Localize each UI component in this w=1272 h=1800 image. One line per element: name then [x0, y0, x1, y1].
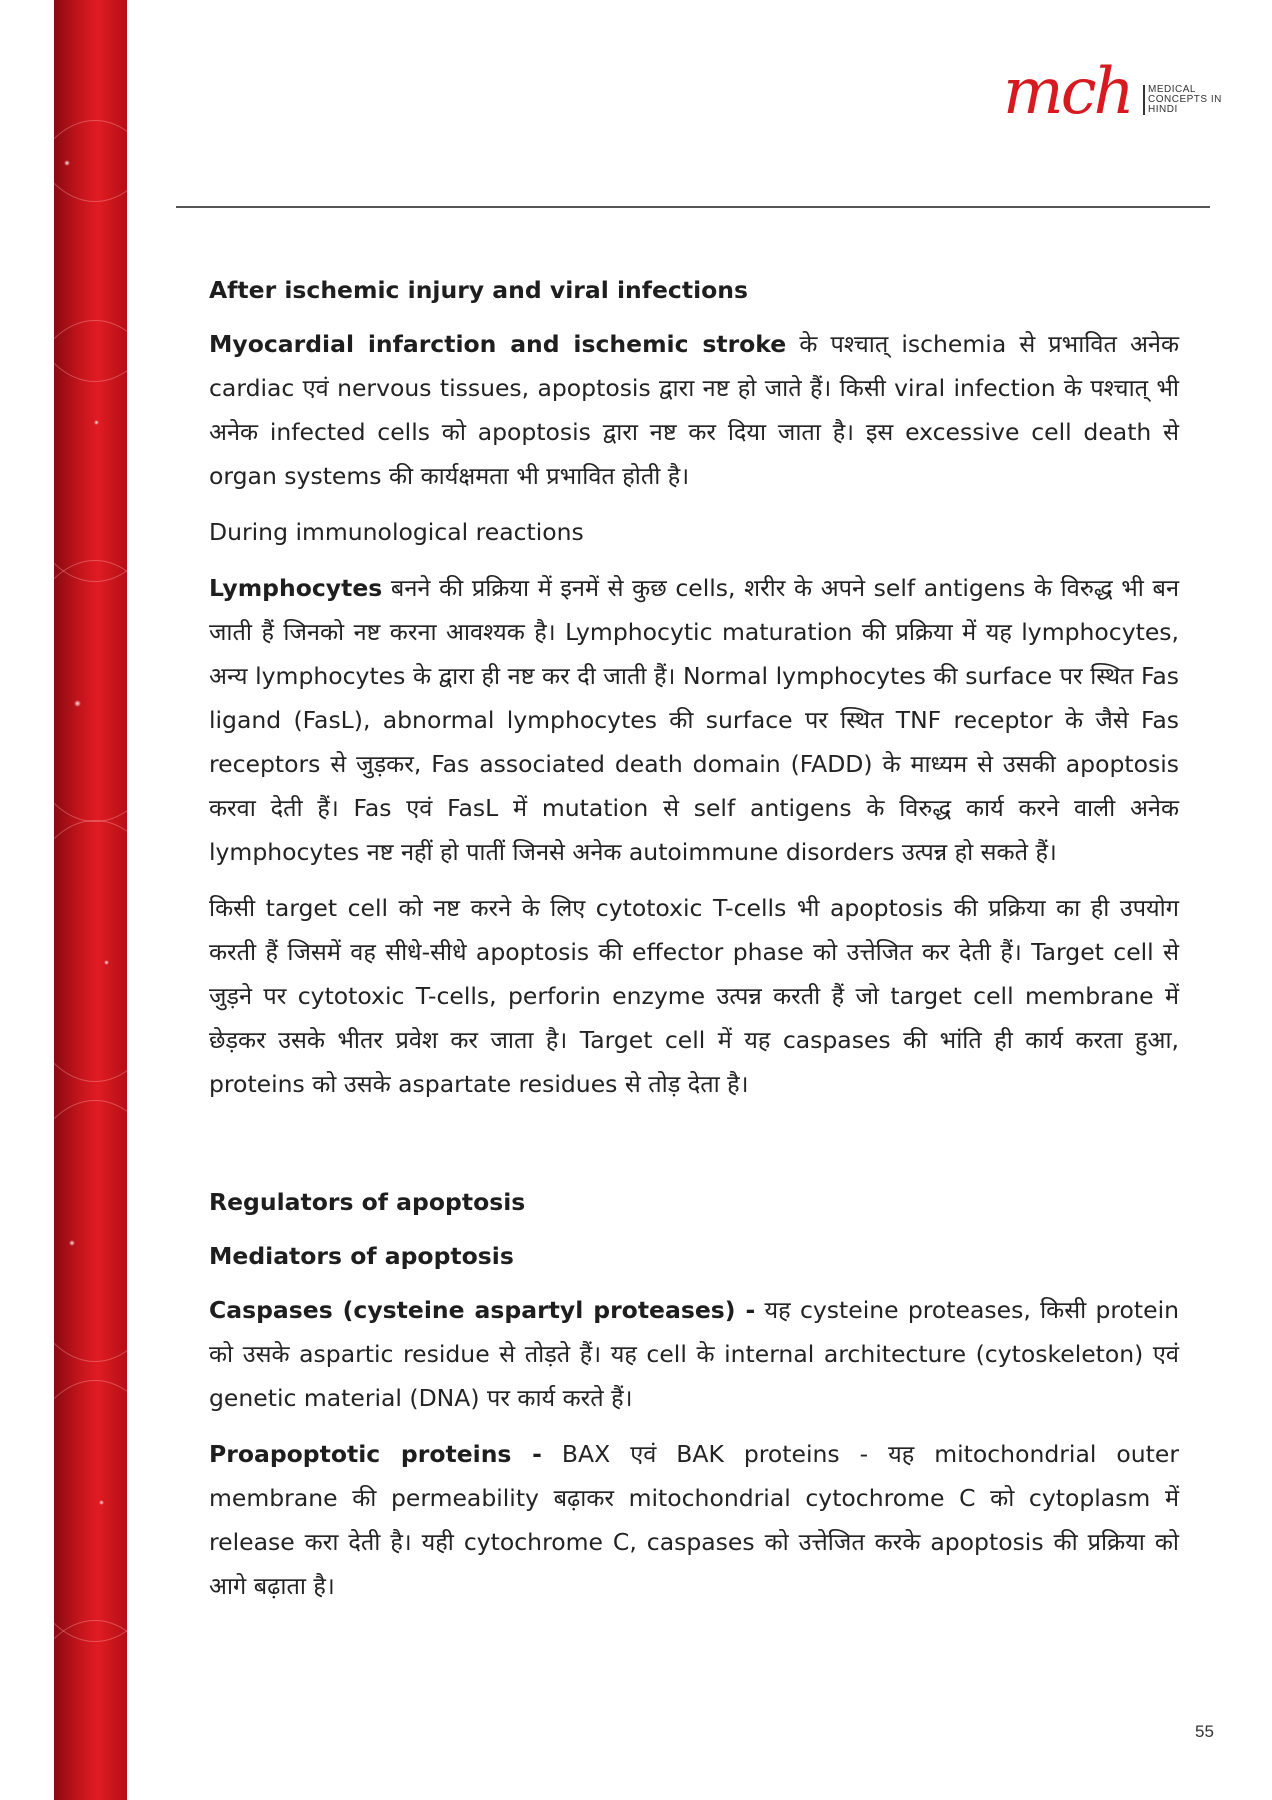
lead-caspases: Caspases (cysteine aspartyl proteases) -	[209, 1296, 756, 1324]
header-divider	[176, 206, 1210, 208]
body-ischemic: के पश्चात् ischemia से प्रभावित अनेक cardiac एवं nervous tissues, apoptosis द्वारा नष्ट हो जाते हैं। किसी viral infection के पश्चात् भी अनेक infected cells को apoptosis द्वारा नष्ट कर दिया जाता है। इस excessive cell death से organ systems की कार्यक्षमता भी प्रभावित होती है।	[209, 330, 1179, 490]
body-proapoptotic: BAX एवं BAK proteins - यह mitochondrial outer membrane की permeability बढ़ाकर mitochondrial cytochrome C को cytoplasm में release करा देती है। यही cytochrome C, caspases को उत्तेजित करके apoptosis की प्रक्रिया को आगे बढ़ाता है।	[209, 1440, 1179, 1600]
logo-mark: mch	[1003, 55, 1132, 129]
lead-proapoptotic: Proapoptotic proteins -	[209, 1440, 542, 1468]
logo-tagline-line3: HINDI	[1148, 104, 1178, 115]
page-content	[209, 268, 1179, 1620]
paragraph-ischemic	[209, 322, 1179, 498]
paragraph-tcells: किसी target cell को नष्ट करने के लिए cytotoxic T-cells भी apoptosis की प्रक्रिया का ही उपयोग करती हैं जिसमें वह सीधे-सीधे apoptosis की effector phase को उत्तेजित कर देती हैं। Target cell से जुड़ने पर cytotoxic T-cells, perforin enzyme उत्पन्न करती हैं जो target cell membrane में छेड़कर उसके भीतर प्रवेश कर जाता है। Target cell में यह caspases की भांति ही कार्य करता हुआ, proteins को उसके aspartate residues से तोड़ देता है।	[209, 894, 1179, 1098]
logo-tagline-line2: CONCEPTS IN	[1148, 94, 1222, 105]
paragraph-proapoptotic	[209, 1432, 1179, 1608]
brand-logo	[1003, 52, 1223, 132]
body-caspases: यह cysteine proteases, किसी protein को उसके aspartic residue से तोड़ते हैं। यह cell के internal architecture (cytoskeleton) एवं genetic material (DNA) पर कार्य करते हैं।	[209, 1296, 1179, 1412]
lead-ischemic: Myocardial infarction and ischemic stroke	[209, 330, 787, 358]
logo-tagline-line1: MEDICAL	[1148, 84, 1196, 95]
heading-mediators: Mediators of apoptosis	[209, 1242, 514, 1270]
decorative-sidebar	[54, 0, 127, 1800]
page-number: 55	[1195, 1722, 1214, 1741]
heading-ischemic: After ischemic injury and viral infections	[209, 276, 748, 304]
paragraph-caspases	[209, 1288, 1179, 1420]
heading-immunological: During immunological reactions	[209, 518, 584, 546]
heading-regulators: Regulators of apoptosis	[209, 1188, 526, 1216]
logo-tagline	[1143, 85, 1222, 115]
lead-lymphocytes: Lymphocytes	[209, 574, 383, 602]
body-lymphocytes: बनने की प्रक्रिया में इनमें से कुछ cells, शरीर के अपने self antigens के विरुद्ध भी बन जाती हैं जिनको नष्ट करना आवश्यक है। Lymphocytic maturation की प्रक्रिया में यह lymphocytes, अन्य lymphocytes के द्वारा ही नष्ट कर दी जाती हैं। Normal lymphocytes की surface पर स्थित Fas ligand (FasL), abnormal lymphocytes की surface पर स्थित TNF receptor के जैसे Fas receptors से जुड़कर, Fas associated death domain (FADD) के माध्यम से उसकी apoptosis करवा देती हैं। Fas एवं FasL में mutation से self antigens के विरुद्ध कार्य करने वाली अनेक lymphocytes नष्ट नहीं हो पातीं जिनसे अनेक autoimmune disorders उत्पन्न हो सकते हैं।	[209, 574, 1179, 866]
paragraph-lymphocytes	[209, 566, 1179, 874]
